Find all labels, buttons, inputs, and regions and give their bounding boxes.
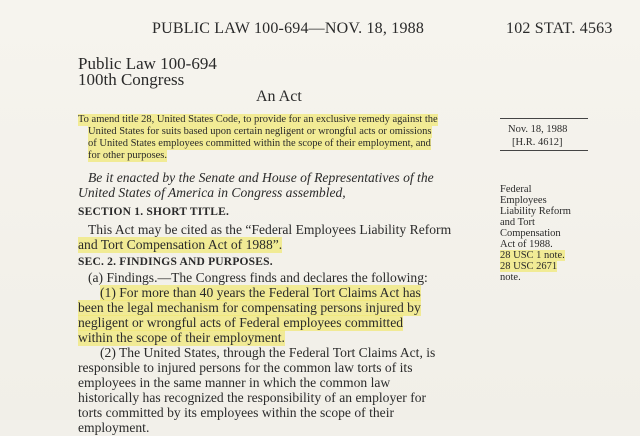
margin-note: and Tort: [500, 217, 535, 228]
margin-note: Liability Reform: [500, 206, 571, 217]
section-1-heading: SECTION 1. SHORT TITLE.: [78, 206, 230, 218]
running-header-right: 102 STAT. 4563: [506, 20, 613, 37]
finding-2-line: historically has recognized the responsibility of an employer for: [78, 390, 427, 405]
public-law-number: Public Law 100-694: [78, 54, 217, 73]
margin-rule-bottom: [500, 150, 588, 151]
finding-1-line: been the legal mechanism for compensating persons injured by: [78, 300, 421, 315]
act-title: An Act: [256, 88, 302, 105]
section-1-text: and Tort Compensation Act of 1988”.: [78, 237, 283, 252]
enacting-clause-line: United States of America in Congress assembled,: [78, 185, 346, 200]
margin-note: Compensation: [500, 228, 561, 239]
finding-2-line: responsible to injured persons for the common law torts of its: [78, 360, 413, 375]
finding-1-line: negligent or wrongful acts of Federal employees committed: [78, 315, 404, 330]
purpose-line: of United States employees committed within the scope of their employment, and: [88, 138, 431, 149]
running-header-left: PUBLIC LAW 100-694—NOV. 18, 1988: [152, 20, 425, 37]
margin-note: Employees: [500, 195, 547, 206]
finding-2-line: employees in the same manner in which the common law: [78, 375, 391, 390]
section-1-text: This Act may be cited as the “Federal Employees Liability Reform: [88, 222, 452, 237]
purpose-line: for other purposes.: [88, 150, 168, 161]
purpose-line: To amend title 28, United States Code, to provide for an exclusive remedy against the: [78, 114, 438, 125]
margin-note: Act of 1988.: [500, 239, 553, 250]
congress-number: 100th Congress: [78, 70, 185, 89]
margin-note-citation: note.: [500, 272, 521, 283]
enacting-clause-line: Be it enacted by the Senate and House of Representatives of the: [88, 170, 434, 185]
finding-1-line: (1) For more than 40 years the Federal Tort Claims Act has: [100, 285, 421, 300]
margin-note-citation: 28 USC 2671: [500, 261, 558, 272]
finding-2-line: (2) The United States, through the Federal Tort Claims Act, is: [100, 345, 436, 360]
section-2-heading: SEC. 2. FINDINGS AND PURPOSES.: [78, 256, 273, 268]
purpose-line: United States for suits based upon certain negligent or wrongful acts or omissions: [88, 126, 432, 137]
margin-note: Federal: [500, 184, 532, 195]
margin-date: Nov. 18, 1988: [508, 124, 568, 135]
findings-line: (a) Findings.—The Congress finds and declares the following:: [88, 270, 428, 285]
margin-rule-top: [500, 118, 588, 119]
margin-note-citation: 28 USC 1 note.: [500, 250, 565, 261]
finding-2-line: torts committed by its employees within the scope of their: [78, 405, 394, 420]
margin-bill-number: [H.R. 4612]: [512, 137, 563, 148]
finding-2-line: employment.: [78, 420, 150, 435]
finding-1-line: within the scope of their employment.: [78, 330, 285, 345]
